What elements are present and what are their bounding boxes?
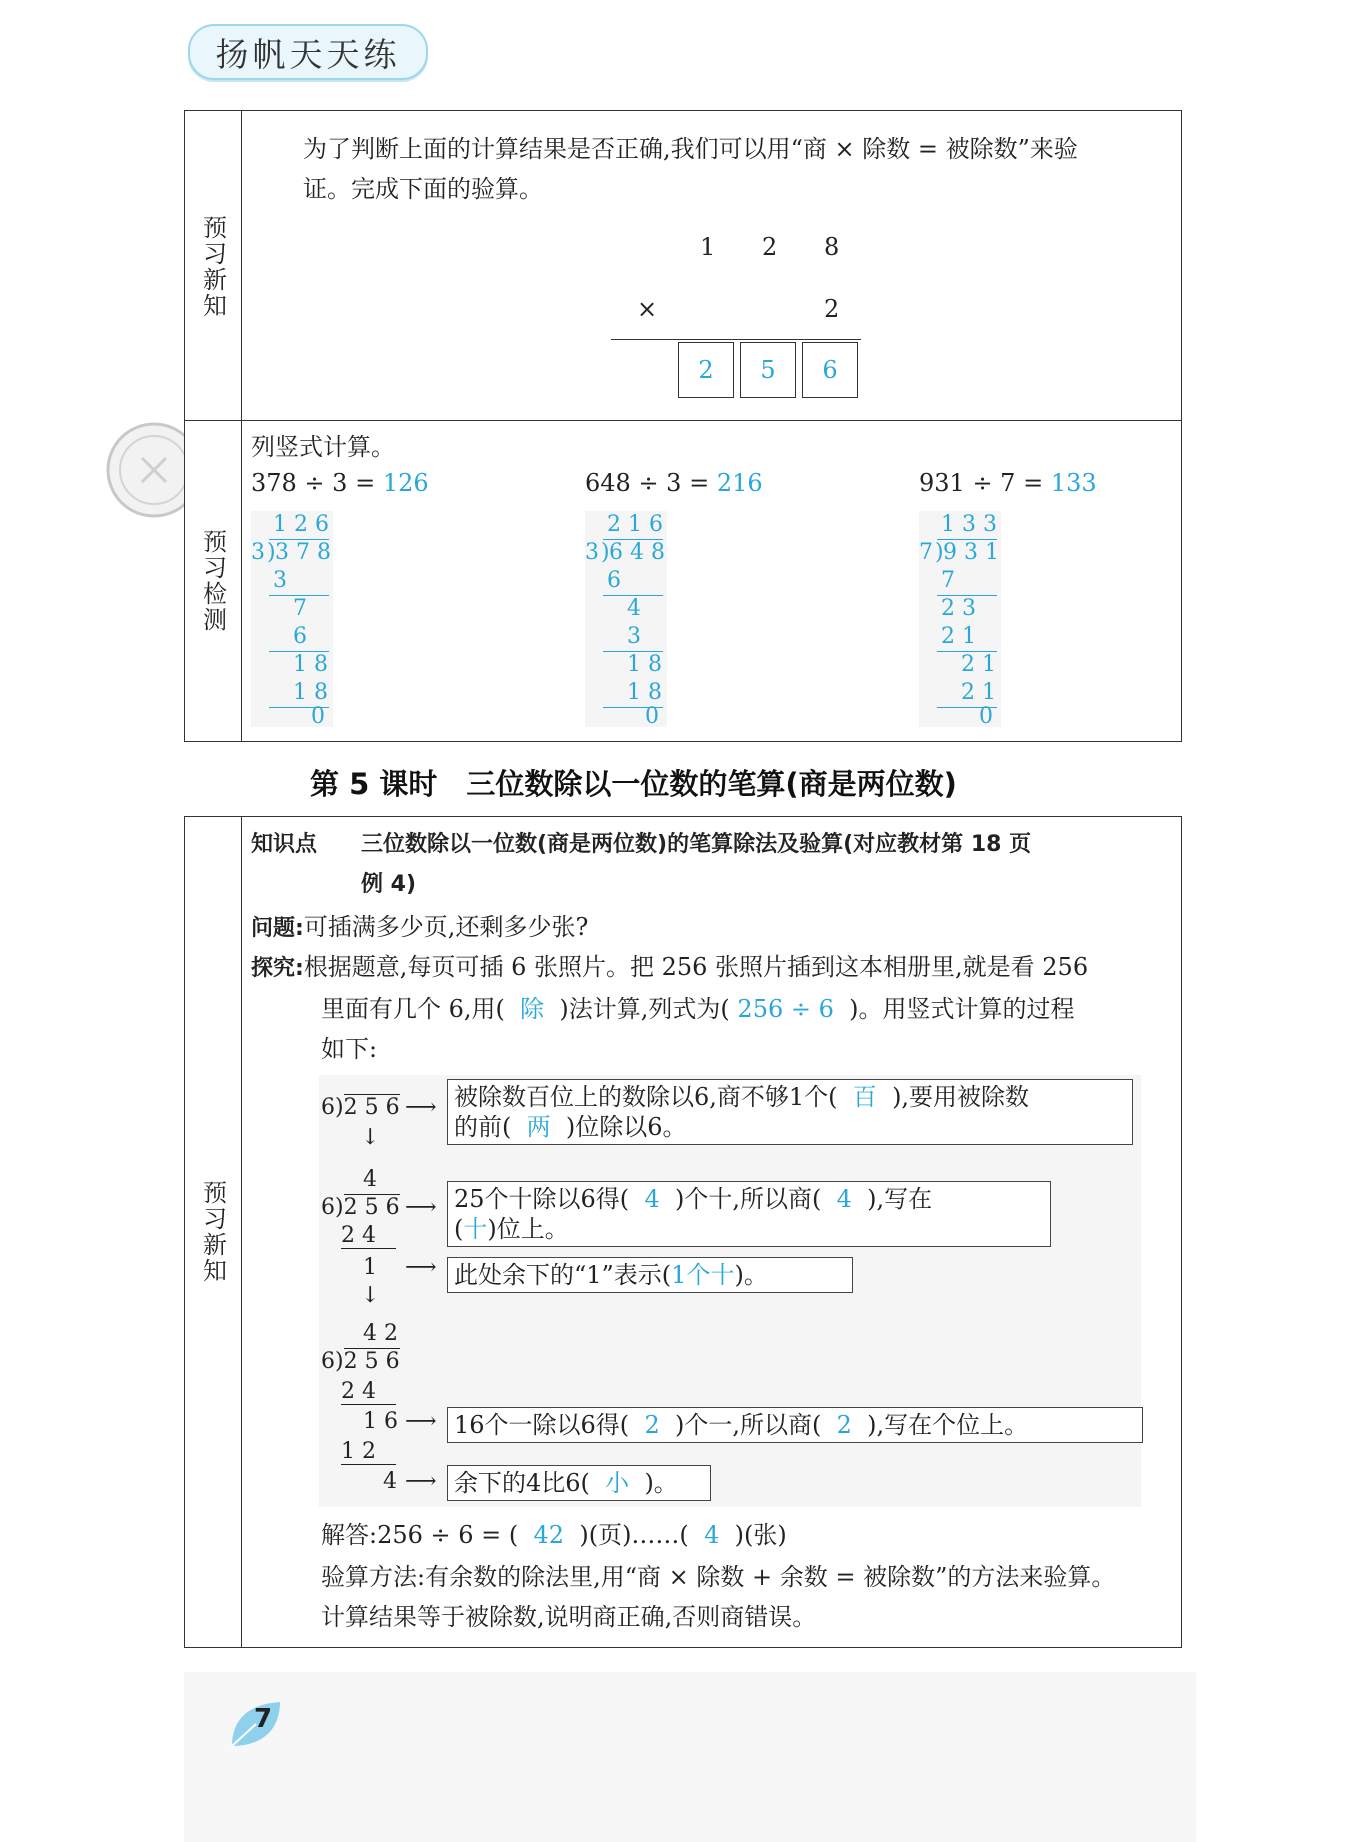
- step: 2 3: [941, 596, 976, 621]
- step: 7: [293, 596, 307, 621]
- division-bracket: ): [935, 540, 944, 565]
- step: 1 8: [293, 652, 328, 677]
- product: 2 4: [341, 1223, 396, 1249]
- explanation-box-3: 此处余下的“1”表示(1个十)。: [447, 1257, 853, 1293]
- remainder: 0: [311, 704, 325, 729]
- divisor: 3: [251, 540, 265, 565]
- dividend: 6 4 8: [609, 540, 665, 565]
- side-label: 预习新知: [185, 111, 242, 423]
- explanation-box-2: 25个十除以6得( 4 )个十,所以商( 4 ),写在 (十)位上。: [447, 1181, 1051, 1247]
- step: 1 8: [627, 680, 662, 705]
- lesson-title: 第 5 课时 三位数除以一位数的笔算(商是两位数): [310, 767, 957, 801]
- step: 2 1: [961, 652, 996, 677]
- arrow-right-icon: ⟶: [405, 1469, 437, 1494]
- mult-digit: 2: [824, 295, 840, 323]
- remainder: 4: [383, 1469, 397, 1494]
- mult-digit: 1: [700, 233, 716, 261]
- arrow-right-icon: ⟶: [405, 1409, 437, 1434]
- quotient: 1 2 6: [273, 512, 329, 537]
- quotient: 2 1 6: [607, 512, 663, 537]
- solution: 解答:256 ÷ 6 = ( 42 )(页)……( 4 )(张): [321, 1521, 787, 1549]
- step: 3: [273, 568, 287, 593]
- verify-method: 验算方法:有余数的除法里,用“商 × 除数 + 余数 = 被除数”的方法来验算。: [321, 1563, 1116, 1591]
- arrow-right-icon: ⟶: [405, 1255, 437, 1280]
- explanation-box-4: 16个一除以6得( 2 )个一,所以商( 2 ),写在个位上。: [447, 1407, 1143, 1443]
- step: 3: [627, 624, 641, 649]
- remainder: 1: [363, 1255, 377, 1280]
- step: 4: [627, 596, 641, 621]
- explanation-box-5: 余下的4比6( 小 )。: [447, 1465, 711, 1501]
- step: 6: [293, 624, 307, 649]
- question: 问题:可插满多少页,还剩多少张?: [251, 913, 589, 941]
- step: 7: [941, 568, 955, 593]
- step: 1 8: [293, 680, 328, 705]
- mult-digit: 2: [762, 233, 778, 261]
- mult-digit: 8: [824, 233, 840, 261]
- quotient: 4 2: [363, 1321, 398, 1346]
- side-label: 预习检测: [185, 421, 242, 741]
- quotient: 4: [363, 1167, 377, 1192]
- book-title-badge: 扬帆天天练: [188, 24, 428, 80]
- knowledge-point-text: 三位数除以一位数(商是两位数)的笔算除法及验算(对应教材第 18 页: [361, 832, 1032, 857]
- answer-box[interactable]: 6: [802, 342, 858, 398]
- calc-row: 6)2 5 6: [321, 1195, 400, 1220]
- remainder: 0: [645, 704, 659, 729]
- arrow-right-icon: ⟶: [405, 1095, 437, 1120]
- side-label: 预习新知: [185, 817, 242, 1647]
- verify-method: 计算结果等于被除数,说明商正确,否则商错误。: [321, 1603, 817, 1631]
- lesson-knowledge-box: [184, 816, 1182, 1648]
- step: 2 1: [941, 624, 976, 649]
- mult-operator: ×: [637, 295, 658, 323]
- quotient: 1 3 3: [941, 512, 997, 537]
- explore-line: 里面有几个 6,用( 除 )法计算,列式为( 256 ÷ 6 )。用竖式计算的过程: [321, 995, 1075, 1023]
- arrow-down-icon: ↓: [361, 1283, 380, 1308]
- divisor: 7: [919, 540, 933, 565]
- expression: 378 ÷ 3 = 126: [251, 469, 429, 497]
- mult-line: [611, 339, 861, 340]
- arrow-down-icon: ↓: [361, 1125, 380, 1150]
- explore-line: 探究:根据题意,每页可插 6 张照片。把 256 张照片插到这本相册里,就是看 256: [251, 953, 1089, 981]
- explanation-box-1: 被除数百位上的数除以6,商不够1个( 百 ),要用被除数 的前( 两 )位除以6。: [447, 1079, 1133, 1145]
- expression: 931 ÷ 7 = 133: [919, 469, 1097, 497]
- answer-box[interactable]: 2: [678, 342, 734, 398]
- division-bracket: ): [601, 540, 610, 565]
- expression: 648 ÷ 3 = 216: [585, 469, 763, 497]
- footer-area: [184, 1672, 1196, 1842]
- calc-row: 6)2 5 6: [321, 1349, 400, 1374]
- division-bracket: ): [267, 540, 276, 565]
- calc-row: 6)2 5 6: [321, 1095, 400, 1120]
- divisor: 3: [585, 540, 599, 565]
- paragraph-line: 为了判断上面的计算结果是否正确,我们可以用“商 × 除数 = 被除数”来验: [303, 135, 1078, 163]
- product: 2 4: [341, 1379, 396, 1405]
- answer-box[interactable]: 5: [740, 342, 796, 398]
- page-number: 7: [254, 1704, 273, 1734]
- exercise-title: 列竖式计算。: [251, 433, 395, 461]
- arrow-right-icon: ⟶: [405, 1195, 437, 1220]
- remainder: 1 6: [363, 1409, 398, 1434]
- step: 2 1: [961, 680, 996, 705]
- knowledge-point-label: 知识点: [251, 832, 318, 857]
- preview-new-knowledge-box: [184, 110, 1182, 424]
- explore-line: 如下:: [321, 1035, 378, 1063]
- step: 1 8: [627, 652, 662, 677]
- knowledge-point-text: 例 4): [361, 872, 417, 897]
- dividend: 3 7 8: [275, 540, 331, 565]
- product: 1 2: [341, 1439, 396, 1465]
- preview-check-box: [184, 420, 1182, 742]
- paragraph-line: 证。完成下面的验算。: [303, 175, 543, 203]
- step: 6: [607, 568, 621, 593]
- remainder: 0: [979, 704, 993, 729]
- dividend: 9 3 1: [943, 540, 999, 565]
